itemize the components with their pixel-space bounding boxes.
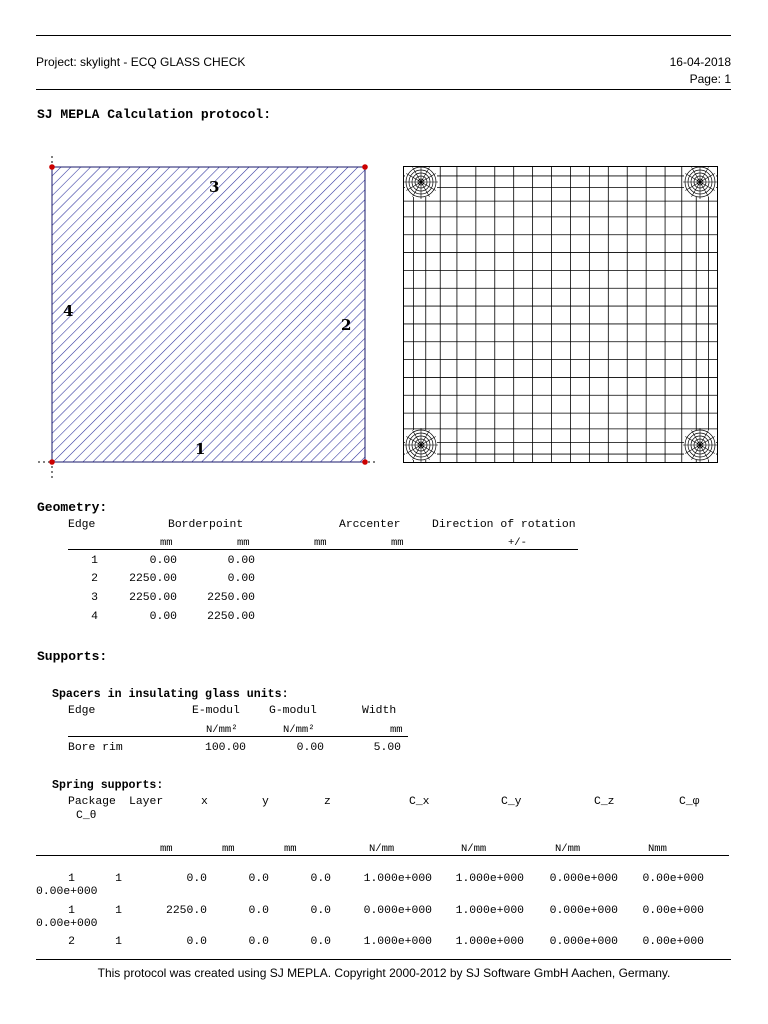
springs-package: 1 <box>68 905 75 917</box>
springs-col-ctheta: C_θ <box>76 810 97 822</box>
springs-x: 0.0 <box>186 873 207 885</box>
geometry-heading: Geometry: <box>37 500 108 515</box>
springs-col-y: y <box>262 796 269 808</box>
springs-z: 0.0 <box>310 905 331 917</box>
spacers-col-edge: Edge <box>68 705 96 717</box>
spacers-gmodul: 0.00 <box>296 742 324 754</box>
springs-cz: 0.000e+000 <box>549 905 618 917</box>
fe-mesh-figure <box>403 166 719 464</box>
header-bottom-rule <box>36 89 731 90</box>
spacers-heading: Spacers in insulating glass units: <box>52 688 289 701</box>
spacers-edge: Bore rim <box>68 742 123 754</box>
springs-cy: 1.000e+000 <box>455 873 524 885</box>
geometry-edge: 3 <box>91 592 98 604</box>
project-title: Project: skylight - ECQ GLASS CHECK <box>36 55 246 69</box>
mesh-support-node <box>698 443 701 446</box>
footer-rule <box>36 959 731 960</box>
springs-y: 0.0 <box>248 936 269 948</box>
springs-z: 0.0 <box>310 936 331 948</box>
springs-cy: 1.000e+000 <box>455 936 524 948</box>
springs-col-cz: C_z <box>594 796 615 808</box>
spacers-col-gmodul: G-modul <box>269 705 317 717</box>
springs-col-package: Package <box>68 796 116 808</box>
mesh-support-node <box>419 443 422 446</box>
springs-col-layer: Layer <box>129 796 164 808</box>
springs-unit: Nmm <box>648 843 667 855</box>
geometry-edge: 1 <box>91 555 98 567</box>
footer-copyright: This protocol was created using SJ MEPLA. Copyright 2000-2012 by SJ Software GmbH Aachen, Germany. <box>97 966 671 980</box>
geometry-underline <box>68 549 578 550</box>
springs-layer: 1 <box>115 936 122 948</box>
edge-label-3: 3 <box>209 178 220 196</box>
springs-col-cphi: C_φ <box>679 796 700 808</box>
geometry-y: 2250.00 <box>207 611 255 623</box>
geometry-x: 0.00 <box>149 611 177 623</box>
springs-x: 2250.0 <box>165 905 207 917</box>
corner-point <box>362 164 368 170</box>
springs-y: 0.0 <box>248 873 269 885</box>
springs-col-cx: C_x <box>409 796 430 808</box>
springs-cphi: 0.00e+000 <box>642 905 704 917</box>
edge-label-1: 1 <box>195 440 206 458</box>
geometry-x: 2250.00 <box>129 573 177 585</box>
geometry-unit: mm <box>237 537 250 549</box>
springs-unit: N/mm <box>369 843 395 855</box>
springs-x: 0.0 <box>186 936 207 948</box>
spacers-unit: N/mm² <box>283 724 315 736</box>
springs-underline <box>36 855 729 856</box>
springs-cphi: 0.00e+000 <box>642 873 704 885</box>
corner-point <box>362 459 368 465</box>
springs-col-z: z <box>324 796 331 808</box>
springs-cx: 0.000e+000 <box>363 905 432 917</box>
springs-ctheta: 0.00e+000 <box>36 918 98 930</box>
springs-cx: 1.000e+000 <box>363 873 432 885</box>
springs-cx: 1.000e+000 <box>363 936 432 948</box>
springs-y: 0.0 <box>248 905 269 917</box>
mesh-support-node <box>419 180 422 183</box>
springs-ctheta: 0.00e+000 <box>36 886 98 898</box>
glass-plate <box>52 167 365 462</box>
geometry-x: 2250.00 <box>129 592 177 604</box>
geometry-unit: mm <box>391 537 404 549</box>
geometry-col-direction: Direction of rotation <box>432 519 576 531</box>
springs-unit: mm <box>222 843 235 855</box>
springs-col-cy: C_y <box>501 796 522 808</box>
springs-z: 0.0 <box>310 873 331 885</box>
spacers-unit: N/mm² <box>206 724 238 736</box>
geometry-unit: mm <box>160 537 173 549</box>
geometry-y: 0.00 <box>227 555 255 567</box>
mesh-border <box>404 167 718 463</box>
springs-cz: 0.000e+000 <box>549 873 618 885</box>
springs-col-x: x <box>201 796 208 808</box>
spacers-unit: mm <box>390 724 403 736</box>
geometry-y: 0.00 <box>227 573 255 585</box>
spacers-col-emodul: E-modul <box>192 705 240 717</box>
springs-layer: 1 <box>115 873 122 885</box>
springs-cy: 1.000e+000 <box>455 905 524 917</box>
spacers-width: 5.00 <box>373 742 401 754</box>
corner-point <box>49 164 55 170</box>
geometry-edge: 4 <box>91 611 98 623</box>
geometry-unit: mm <box>314 537 327 549</box>
edge-label-2: 2 <box>341 316 352 334</box>
springs-heading: Spring supports: <box>52 779 164 792</box>
corner-point <box>49 459 55 465</box>
geometry-col-arccenter: Arccenter <box>339 519 401 531</box>
springs-package: 1 <box>68 873 75 885</box>
springs-package: 2 <box>68 936 75 948</box>
springs-layer: 1 <box>115 905 122 917</box>
geometry-col-edge: Edge <box>68 519 96 531</box>
header-top-rule <box>36 35 731 36</box>
spacers-emodul: 100.00 <box>204 742 246 754</box>
page-number: Page: 1 <box>689 72 731 86</box>
document-title: SJ MEPLA Calculation protocol: <box>37 107 272 122</box>
plate-geometry-figure <box>36 152 376 482</box>
springs-unit: N/mm <box>461 843 487 855</box>
mesh-support-node <box>698 180 701 183</box>
geometry-y: 2250.00 <box>207 592 255 604</box>
geometry-edge: 2 <box>91 573 98 585</box>
springs-cphi: 0.00e+000 <box>642 936 704 948</box>
geometry-col-borderpoint: Borderpoint <box>168 519 244 531</box>
geometry-x: 0.00 <box>149 555 177 567</box>
geometry-unit: +/- <box>508 537 527 549</box>
spacers-underline <box>68 736 408 737</box>
springs-unit: mm <box>160 843 173 855</box>
supports-heading: Supports: <box>37 649 108 664</box>
springs-unit: mm <box>284 843 297 855</box>
springs-cz: 0.000e+000 <box>549 936 618 948</box>
print-date: 16-04-2018 <box>669 55 731 69</box>
edge-label-4: 4 <box>63 302 74 320</box>
spacers-col-width: Width <box>362 705 397 717</box>
springs-unit: N/mm <box>555 843 581 855</box>
